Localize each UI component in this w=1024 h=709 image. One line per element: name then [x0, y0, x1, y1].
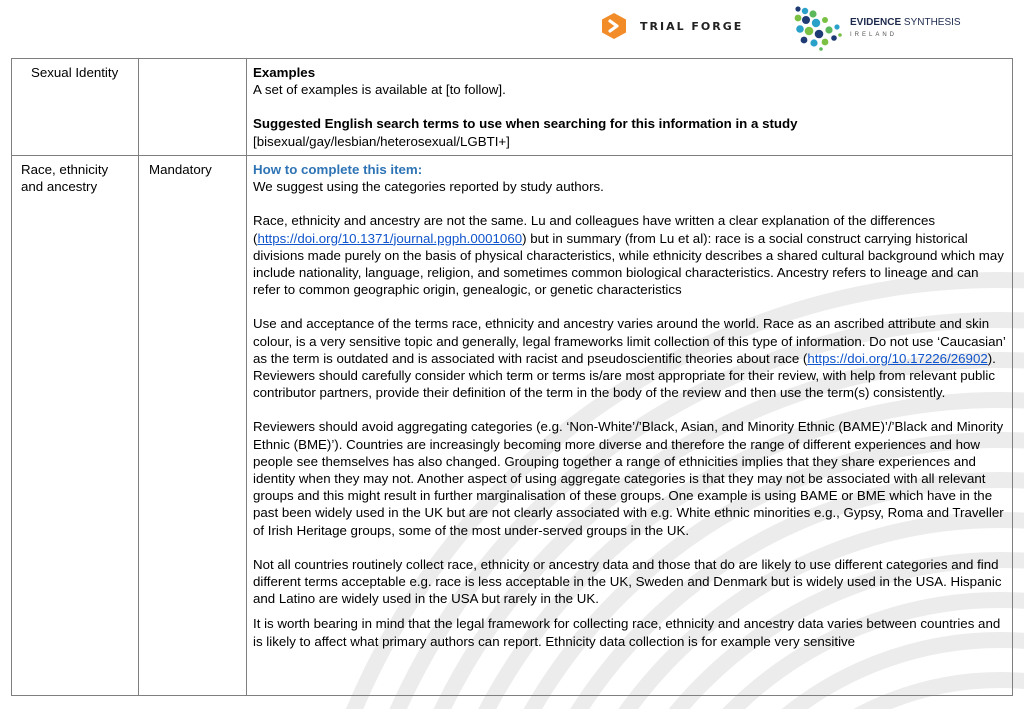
guidance-cell [247, 59, 1013, 156]
evidence-synthesis-wordmark: EVIDENCE SYNTHESIS [850, 17, 961, 28]
item-name: Sexual Identity [31, 65, 119, 80]
item-name-cell [12, 59, 139, 156]
how-to-complete-text: We suggest using the categories reported by study authors. [253, 179, 604, 195]
table-row-sexual-identity [12, 59, 1013, 156]
table-row-race-ethnicity [12, 156, 1013, 696]
item-name-cell [12, 156, 139, 696]
evidence-synthesis-dots-icon [792, 5, 844, 51]
search-terms-heading: Suggested English search terms to use when searching for this information in a study [253, 116, 798, 132]
trial-forge-hexagon-icon [600, 12, 628, 40]
lu-doi-link[interactable]: https://doi.org/10.1371/journal.pgph.0001060 [257, 230, 523, 246]
item-name: Race, ethnicity and ancestry [21, 162, 109, 195]
terminology-paragraph: Use and acceptance of the terms race, ethnicity and ancestry varies around the world. Race as an ascribed attribute and skin colour, is a very sensitive topic and generally, legal frameworks limit collection of this type of information. Do not use ‘Caucasian’ as the term is outdated and is associated with racist and pseudoscientific theories about race (https://doi.org/10.17226/26902). Reviewers should carefully consider which term or terms is/are most appropriate for their review, with help from relevant public contributor partners, provide their definition of the term in the body of the review and then use the term(s) consistently. [253, 316, 1006, 401]
examples-text: A set of examples is available at [to follow]. [253, 82, 506, 98]
item-status: Mandatory [149, 162, 212, 177]
guidance-table [11, 58, 1013, 696]
definitions-paragraph: Race, ethnicity and ancestry are not the same. Lu and colleagues have written a clear explanation of the differences (https://doi.org/10.1371/journal.pgph.0001060) but in summary (from Lu et al): race is a social construct carrying historical divisions made purely on the basis of physical characteristics, while ethnicity describes a shared cultural background which may include nationality, language, religion, and sometimes common biological characteristics. Ancestry refers to lineage and can refer to common geographic origin, genealogic, or genetic characteristics [253, 213, 1004, 298]
country-variation-paragraph: Not all countries routinely collect race, ethnicity or ancestry data and those that do are likely to use different categories and find different terms acceptable e.g. race is less acceptable in the UK, Sweden and Denmark but is widely used in the USA. Hispanic and Latino are widely used in the USA but rarely in the UK. [253, 556, 1002, 607]
how-to-complete-heading: How to complete this item: [253, 162, 423, 177]
evidence-synthesis-ireland-logo [792, 5, 961, 51]
status-cell [139, 156, 247, 696]
examples-heading: Examples [253, 65, 316, 80]
nasem-doi-link[interactable]: https://doi.org/10.17226/26902 [807, 350, 988, 366]
evidence-synthesis-subtitle: IRELAND [850, 32, 898, 38]
trial-forge-wordmark: TRIAL FORGE [640, 19, 744, 33]
trial-forge-logo [600, 10, 743, 42]
status-cell [139, 59, 247, 156]
guidance-cell [247, 156, 1013, 696]
search-terms: [bisexual/gay/lesbian/heterosexual/LGBTI+] [253, 133, 510, 149]
legal-framework-paragraph: It is worth bearing in mind that the legal framework for collecting race, ethnicity and ancestry data varies between countries and is likely to affect what primary authors can report. Ethnicity data collection is for example very sensitive [253, 616, 1001, 649]
aggregation-paragraph: Reviewers should avoid aggregating categories (e.g. ‘Non-White’/’Black, Asian, and Minority Ethnic (BAME)’/’Black and Minority Ethnic (BME)’). Countries are increasingly becoming more diverse and therefore the range of different experiences and how people see themselves has also changed. Grouping together a range of ethnicities implies that they share experiences and identity when they may not. Another aspect of using aggregate categories is that they may not be associated with all relevant groups and this might result in further marginalisation of these groups. One example is using BAME or BME which have in the past been widely used in the UK but are not clearly associated with e.g. White ethnic minorities e.g., Gypsy, Roma and Traveller of Irish Heritage groups, some of the most under-served groups in the UK. [253, 419, 1004, 538]
page-header [0, 0, 1024, 56]
